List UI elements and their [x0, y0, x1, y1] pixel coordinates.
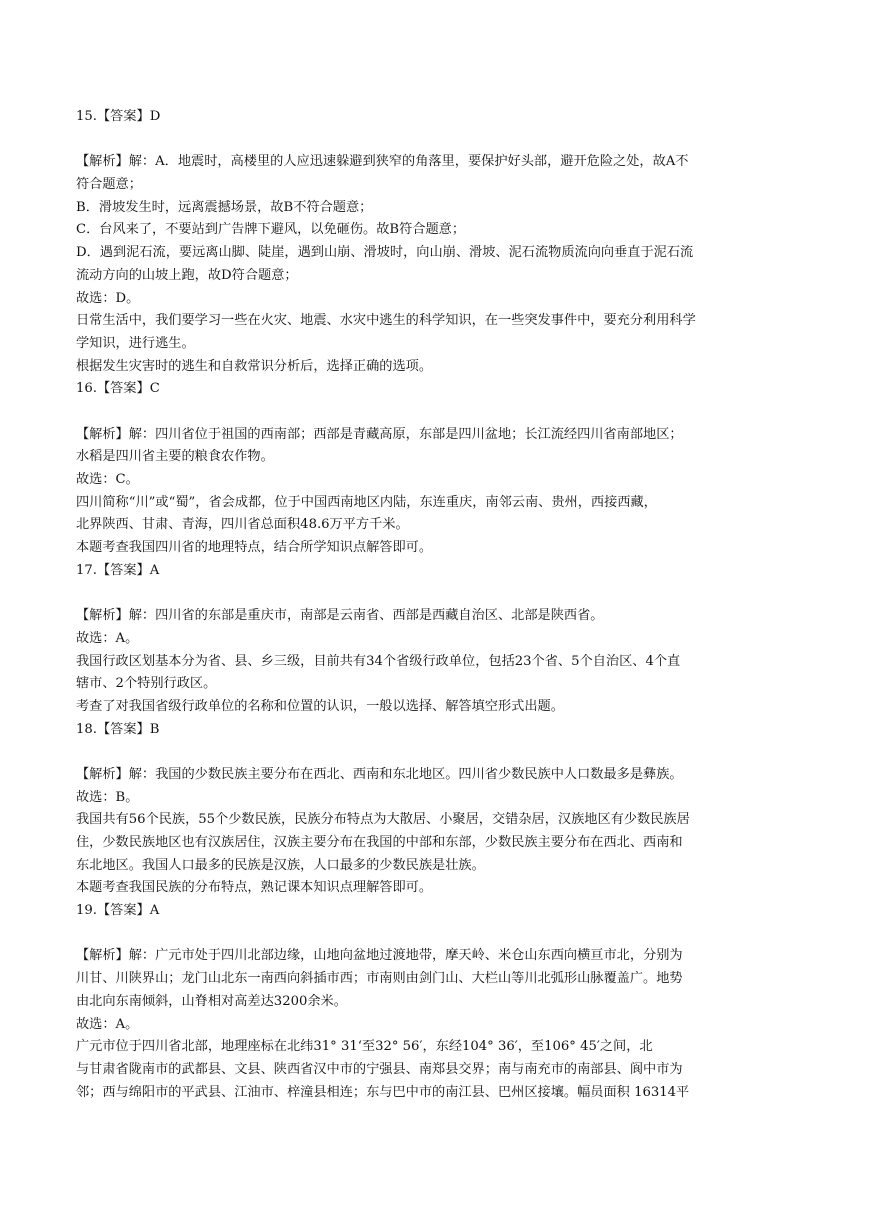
explanation-line: 【解析】解：四川省的东部是重庆市，南部是云南省、西部是西藏自治区、北部是陕西省。 — [76, 608, 604, 624]
explanation-line: 住，少数民族地区也有汉族居住，汉族主要分布在我国的中部和东部，少数民族主要分布在西北、西南和 — [76, 835, 683, 850]
explanation-line: 学知识，进行逃生。 — [76, 335, 195, 351]
spacer — [76, 129, 796, 152]
explanation-line: 水稻是四川省主要的粮食农作物。 — [76, 449, 274, 465]
explanation-line: 流动方向的山坡上跑，故D符合题意； — [76, 267, 298, 283]
answer-line: 19.【答案】A — [76, 903, 160, 919]
spacer — [76, 923, 796, 946]
explanation-line: B．滑坡发生时，远离震撼场景，故B不符合题意； — [76, 199, 373, 215]
explanation-line: 我国行政区划基本分为省、县、乡三级，目前共有34个省级行政单位，包括23个省、5个自治区、4个直 — [76, 653, 681, 669]
explanation-line: 与甘肃省陇南市的武都县、文县、陕西省汉中市的宁强县、南郑县交界；南与南充市的南部县、阆中市为 — [76, 1061, 683, 1077]
spacer — [76, 741, 796, 764]
question-16 — [76, 378, 796, 560]
question-15 — [76, 106, 796, 378]
answer-line: 18.【答案】B — [76, 721, 160, 737]
spacer — [76, 582, 796, 605]
answer-line: 16.【答案】C — [76, 381, 160, 397]
answer-line: 15.【答案】D — [76, 109, 161, 124]
question-17 — [76, 560, 796, 719]
explanation-line: 故选：D。 — [76, 290, 140, 306]
document-page — [76, 106, 796, 1104]
explanation-line: 广元市位于四川省北部，地理座标在北纬31° 31‘至32° 56′，东经104° 36′，至106° 45′之间，北 — [76, 1039, 653, 1055]
explanation-line: 故选：A。 — [76, 1016, 139, 1032]
explanation-line: 故选：B。 — [76, 789, 139, 805]
explanation-line: 根据发生灾害时的逃生和自救常识分析后，选择正确的选项。 — [76, 358, 433, 374]
explanation-line: 邻；西与绵阳市的平武县、江油市、梓潼县相连；东与巴中市的南江县、巴州区接壤。幅员面积 16314平 — [76, 1084, 690, 1100]
explanation-line: 辖市、2个特别行政区。 — [76, 676, 217, 692]
explanation-line: 【解析】解：A．地震时，高楼里的人应迅速躲避到狭窄的角落里，要保护好头部，避开危险之处，故A不 — [76, 154, 689, 170]
explanation-line: C．台风来了，不要站到广告牌下避风，以免砸伤。故B符合题意； — [76, 222, 466, 238]
explanation-line: 北界陕西、甘肃、青海，四川省总面积48.6万平方千米。 — [76, 517, 409, 533]
explanation-line: 故选：A。 — [76, 630, 139, 646]
explanation-line: 我国共有56个民族，55个少数民族，民族分布特点为大散居、小聚居，交错杂居，汉族地区有少数民族居 — [76, 812, 690, 828]
explanation-line: 由北向东南倾斜，山脊相对高差达3200余米。 — [76, 993, 347, 1009]
explanation-line: 故选：C。 — [76, 472, 139, 487]
explanation-line: 【解析】解：四川省位于祖国的西南部；西部是青藏高原，东部是四川盆地；长江流经四川省南部地区； — [76, 426, 683, 442]
explanation-line: D．遇到泥石流，要远离山脚、陡崖，遇到山崩、滑坡时，向山崩、滑坡、泥石流物质流向向垂直于泥石流 — [76, 245, 694, 261]
explanation-line: 【解析】解：广元市处于四川北部边缘，山地向盆地过渡地带，摩天岭、米仓山东西向横亘市北，分别为 — [76, 948, 683, 964]
answer-line: 17.【答案】A — [76, 562, 160, 578]
explanation-line: 日常生活中，我们要学习一些在火灾、地震、水灾中逃生的科学知识，在一些突发事件中，要充分利用科学 — [76, 313, 696, 329]
explanation-line: 东北地区。我国人口最多的民族是汉族，人口最多的少数民族是壮族。 — [76, 857, 485, 873]
explanation-line: 本题考查我国民族的分布特点，熟记课本知识点理解答即可。 — [76, 880, 433, 896]
explanation-line: 符合题意； — [76, 177, 142, 193]
explanation-line: 本题考查我国四川省的地理特点，结合所学知识点解答即可。 — [76, 540, 433, 556]
question-18 — [76, 719, 796, 901]
spacer — [76, 401, 796, 424]
question-19 — [76, 900, 796, 1104]
explanation-line: 考查了对我国省级行政单位的名称和位置的认识，一般以选择、解答填空形式出题。 — [76, 698, 564, 714]
explanation-line: 【解析】解：我国的少数民族主要分布在西北、西南和东北地区。四川省少数民族中人口数最多是彝族。 — [76, 766, 683, 782]
explanation-line: 川甘、川陕界山；龙门山北东一南西向斜插市西；市南则由剑门山、大栏山等川北弧形山脉覆盖广。地势 — [76, 971, 683, 987]
explanation-line: 四川简称“川”或“蜀”，省会成都，位于中国西南地区内陆，东连重庆，南邻云南、贵州，西接西藏， — [76, 494, 657, 510]
